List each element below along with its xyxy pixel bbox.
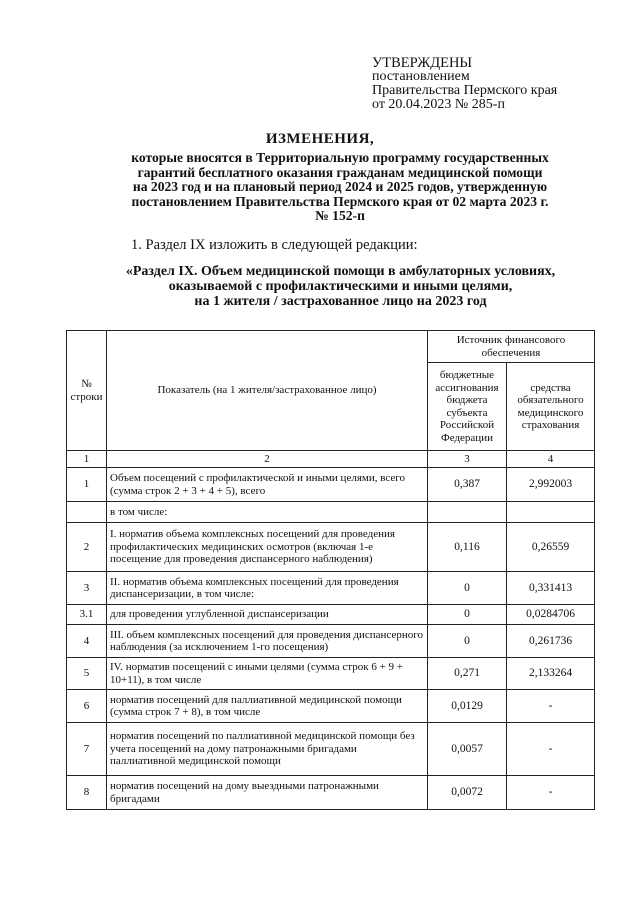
table-row — [67, 723, 595, 776]
row-number: 1 — [67, 468, 107, 502]
approval-line-2: постановлением — [372, 69, 470, 84]
column-number-3: 3 — [428, 451, 507, 468]
volume-table — [66, 330, 595, 810]
header-indicator: Показатель (на 1 жителя/застрахованное лицо) — [107, 331, 428, 451]
table-row — [67, 502, 595, 523]
approval-line-4: от 20.04.2023 № 285-п — [372, 97, 505, 112]
row-number: 6 — [67, 690, 107, 723]
table-row — [67, 690, 595, 723]
approval-line-3: Правительства Пермского края — [372, 83, 558, 98]
section-line-3: на 1 жителя / застрахованное лицо на 2023 год — [194, 294, 487, 309]
section-line-2: оказываемой с профилактическими и иными целями, — [168, 279, 513, 294]
row-budget-value — [428, 502, 507, 523]
section-line-1: «Раздел IX. Объем медицинской помощи в амбулаторных условиях, — [125, 264, 556, 279]
table-row — [67, 776, 595, 810]
row-number: 4 — [67, 625, 107, 658]
row-indicator: Объем посещений с профилактической и иными целями, всего (сумма строк 2 + 3 + 4 + 5), всего — [107, 468, 428, 502]
point-1-text: 1. Раздел IX изложить в следующей редакции: — [131, 237, 418, 253]
row-budget-value: 0 — [428, 625, 507, 658]
row-budget-value: 0,0057 — [428, 723, 507, 776]
row-oms-value: 2,992003 — [507, 468, 595, 502]
table-row — [67, 605, 595, 625]
subtitle-line-5: № 152-п — [315, 208, 365, 223]
column-number-4: 4 — [507, 451, 595, 468]
row-oms-value: 0,261736 — [507, 625, 595, 658]
row-budget-value: 0 — [428, 605, 507, 625]
row-indicator: норматив посещений на дому выездными патронажными бригадами — [107, 776, 428, 810]
row-number: 5 — [67, 658, 107, 690]
row-number: 3 — [67, 572, 107, 605]
subtitle-line-4: постановлением Правительства Пермского края от 02 марта 2023 г. — [131, 193, 549, 209]
row-oms-value: 0,0284706 — [507, 605, 595, 625]
subtitle-line-2: гарантий бесплатного оказания гражданам медицинской помощи — [137, 164, 543, 180]
table-row — [67, 523, 595, 572]
row-number: 7 — [67, 723, 107, 776]
header-oms: средства обязательного медицинского страхования — [507, 363, 595, 451]
row-number: 8 — [67, 776, 107, 810]
section-heading — [88, 264, 593, 309]
row-indicator: IV. норматив посещений с иными целями (сумма строк 6 + 9 + 10+11), в том числе — [107, 658, 428, 690]
row-indicator: норматив посещений по паллиативной медицинской помощи без учета посещений на дому патронажными бригадами паллиативной медицинской помощи — [107, 723, 428, 776]
document-subtitle — [100, 151, 580, 224]
column-number-2: 2 — [107, 451, 428, 468]
header-source: Источник финансового обеспечения — [428, 331, 595, 363]
header-row-no: № строки — [67, 331, 107, 451]
row-indicator: III. объем комплексных посещений для проведения диспансерного наблюдения (за исключением 1-го посещения) — [107, 625, 428, 658]
row-budget-value: 0,271 — [428, 658, 507, 690]
row-budget-value: 0,116 — [428, 523, 507, 572]
row-oms-value: - — [507, 776, 595, 810]
header-budget: бюджетные ассигнования бюджета субъекта Российской Федерации — [428, 363, 507, 451]
approval-line-1: УТВЕРЖДЕНЫ — [372, 55, 473, 71]
row-number: 3.1 — [67, 605, 107, 625]
subtitle-line-1: которые вносятся в Территориальную программу государственных — [131, 150, 549, 165]
table-row — [67, 468, 595, 502]
row-oms-value: - — [507, 723, 595, 776]
approval-stamp — [372, 56, 557, 112]
row-number: 2 — [67, 523, 107, 572]
column-number-1: 1 — [67, 451, 107, 468]
row-oms-value — [507, 502, 595, 523]
table-row — [67, 658, 595, 690]
row-budget-value: 0,0129 — [428, 690, 507, 723]
row-budget-value: 0 — [428, 572, 507, 605]
row-oms-value: 2,133264 — [507, 658, 595, 690]
table-row — [67, 572, 595, 605]
table-row — [67, 625, 595, 658]
row-indicator: для проведения углубленной диспансеризации — [107, 605, 428, 625]
document-title: ИЗМЕНЕНИЯ, — [265, 131, 375, 147]
row-oms-value: 0,26559 — [507, 523, 595, 572]
row-indicator: в том числе: — [107, 502, 428, 523]
row-indicator: I. норматив объема комплексных посещений для проведения профилактических медицинских осмотров (включая 1-е посещение для проведения диспансерного наблюдения) — [107, 523, 428, 572]
subtitle-line-3: на 2023 год и на плановый период 2024 и 2025 годов, утвержденную — [132, 179, 548, 194]
row-number — [67, 502, 107, 523]
row-indicator: норматив посещений для паллиативной медицинской помощи (сумма строк 7 + 8), в том числе — [107, 690, 428, 723]
row-indicator: II. норматив объема комплексных посещений для проведения диспансеризации, в том числе: — [107, 572, 428, 605]
row-budget-value: 0,0072 — [428, 776, 507, 810]
row-oms-value: 0,331413 — [507, 572, 595, 605]
row-oms-value: - — [507, 690, 595, 723]
row-budget-value: 0,387 — [428, 468, 507, 502]
